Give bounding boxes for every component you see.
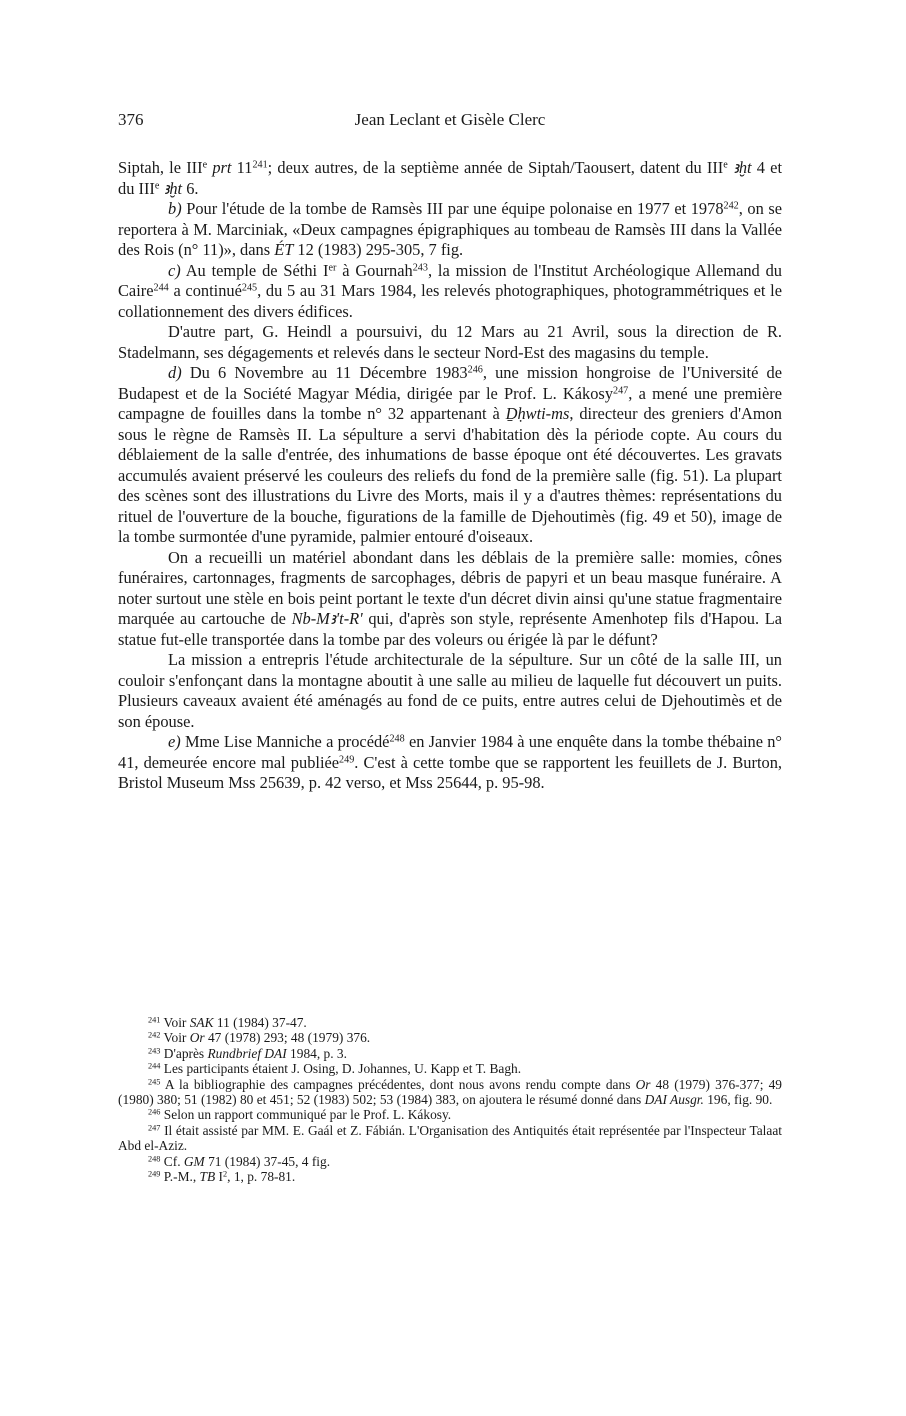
running-title: Jean Leclant et Gisèle Clerc [354, 110, 546, 129]
paragraph-7: La mission a entrepris l'étude architecturale de la sépulture. Sur un côté de la salle III, un couloir s'enfonçant dans la montagne aboutit à une salle au milieu de laquelle fut découvert un puits. Plusieurs caveaux avaient été aménagés au fond de ce puits, entre autres celui de Djehoutimès et de son épouse. [118, 650, 782, 731]
footnote-241: $^{241}$ Voir SAK 11 (1984) 37-47. [148, 1015, 307, 1030]
paragraph-1: Siptah, le IIIe prt $11^{241}$; deux autres, de la septième année de Siptah/Taousert, datent du IIIe ꜣḫt 4 et du IIIe ꜣḫt 6. [118, 158, 782, 198]
running-header [118, 110, 782, 136]
footnote-243: $^{243}$ D'après Rundbrief DAI 1984, p. 3. [148, 1045, 347, 1061]
footnote-246: $^{246}$ Selon un rapport communiqué par le Prof. L. Kákosy. [148, 1107, 452, 1123]
main-text [118, 158, 782, 794]
footnote-242: $^{242}$ Voir Or 47 (1978) 293; 48 (1979) 376. [148, 1030, 371, 1046]
paragraph-8: e) Mme Lise Manniche a procédé$^{248}$ en Janvier 1984 à une enquête dans la tombe thébaine n° 41, demeurée encore mal publiée$^{249}$. C'est à cette tombe que se rapportent les feuillets de J. Burton, Bristol Museum Mss 25639, p. 42 verso, et Mss 25644, p. 95-98. [118, 732, 782, 792]
paragraph-5: d) Du 6 Novembre au 11 Décembre 1983$^{246}$, une mission hongroise de l'Université de Budapest et de la Société Magyar Média, dirigée par le Prof. L. Kákosy$^{247}$, a mené une première campagne de fouilles dans la tombe n° 32 appartenant à Ḏḥwti-ms, directeur des greniers d'Amon sous le règne de Ramsès II. La sépulture a servi d'habitation dès la période copte. Au cours du déblaiement de la salle d'entrée, des inhumations de basse époque ont été découvertes. Les gravats accumulés avaient préservé les couleurs des reliefs du fond de la première salle (fig. 51). La plupart des scènes sont des illustrations du Livre des Morts, mais il y a d'autres thèmes: représentations du rituel de l'ouverture de la bouche, figurations de la famille de Djehoutimès (fig. 49 et 50), image de la tombe surmontée d'une pyramide, palmier entouré d'oiseaux. [118, 363, 782, 546]
paragraph-6: On a recueilli un matériel abondant dans les déblais de la première salle: momies, cônes funéraires, cartonnages, fragments de sarcophages, débris de papyri et un beau masque funéraire. A noter surtout une stèle en bois peint portant le texte d'un décret divin ainsi qu'une statue fragmentaire marquée au cartouche de Nb-Mꜣ't-R' qui, d'après son style, représente Amenhotep fils d'Hapou. La statue fut-elle transportée dans la tombe par des voleurs ou érigée là par le défunt? [118, 547, 783, 649]
page-number: 376 [118, 110, 144, 129]
footnotes [118, 1015, 782, 1184]
footnote-249: $^{249}$ P.-M., TB $I^2$, 1, p. 78-81. [148, 1169, 296, 1185]
footnote-247: $^{247}$ Il était assisté par MM. E. Gaál et Z. Fábián. L'Organisation des Antiquités était représentée par l'Inspecteur Talaat Abd el-Aziz. [118, 1122, 782, 1154]
paragraph-2: b) Pour l'étude de la tombe de Ramsès III par une équipe polonaise en 1977 et 1978$^{242}$, on se reportera à M. Marciniak, «Deux campagnes épigraphiques au tombeau de Ramsès III dans la Vallée des Rois (n° 11)», dans ÉT 12 (1983) 295-305, 7 fig. [118, 199, 782, 259]
paragraph-3: c) Au temple de Séthi Ier à Gournah$^{243}$, la mission de l'Institut Archéologique Allemand du Caire$^{244}$ a continué$^{245}$, du 5 au 31 Mars 1984, les relevés photographiques, photogrammétriques et le collationnement des divers édifices. [118, 260, 782, 321]
footnote-245: $^{245}$ A la bibliographie des campagnes précédentes, dont nous avons rendu compte dans Or 48 (1979) 376-377; 49 (1980) 380; 51 (1982) 80 et 451; 52 (1983) 502; 53 (1984) 383, on ajoutera le résumé donné dans DAI Ausgr. 196, fig. 90. [118, 1076, 782, 1108]
paragraph-4: D'autre part, G. Heindl a poursuivi, du 12 Mars au 21 Avril, sous la direction de R. Stadelmann, ses dégagements et relevés dans le secteur Nord-Est des magasins du temple. [118, 322, 782, 362]
footnote-244: $^{244}$ Les participants étaient J. Osing, D. Johannes, U. Kapp et T. Bagh. [148, 1061, 522, 1077]
footnote-248: $^{248}$ Cf. GM 71 (1984) 37-45, 4 fig. [148, 1153, 331, 1169]
